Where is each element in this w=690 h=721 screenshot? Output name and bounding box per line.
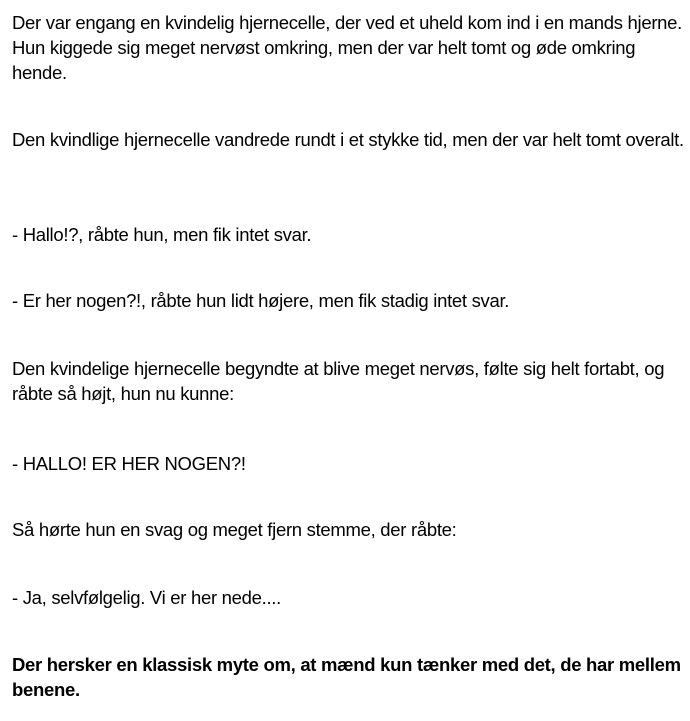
paragraph-shout: - HALLO! ER HER NOGEN?!	[12, 453, 246, 474]
paragraph-down-here: - Ja, selvfølgelig. Vi er her nede....	[12, 587, 281, 608]
paragraph-wandering: Den kvindlige hjernecelle vandrede rundt i et stykke tid, men der var helt tomt overalt.	[12, 129, 684, 150]
paragraph-nervous: Den kvindelige hjernecelle begyndte at blive meget nervøs, følte sig helt fortabt, og råbte så højt, hun nu kunne:	[12, 358, 665, 404]
paragraph-anyone-here: - Er her nogen?!, råbte hun lidt højere, men fik stadig intet svar.	[12, 290, 510, 311]
paragraph-punchline: Der hersker en klassisk myte om, at mænd kun tænker med det, de har mellem benene.	[12, 654, 681, 700]
paragraph-distant-voice: Så hørte hun en svag og meget fjern stemme, der råbte:	[12, 519, 457, 540]
paragraph-hello: - Hallo!?, råbte hun, men fik intet svar.	[12, 224, 312, 245]
paragraph-intro: Der var engang en kvindelig hjernecelle, der ved et uheld kom ind i en mands hjerne. Hun kiggede sig meget nervøst omkring, men der var helt tomt og øde omkring hende.	[12, 12, 682, 83]
